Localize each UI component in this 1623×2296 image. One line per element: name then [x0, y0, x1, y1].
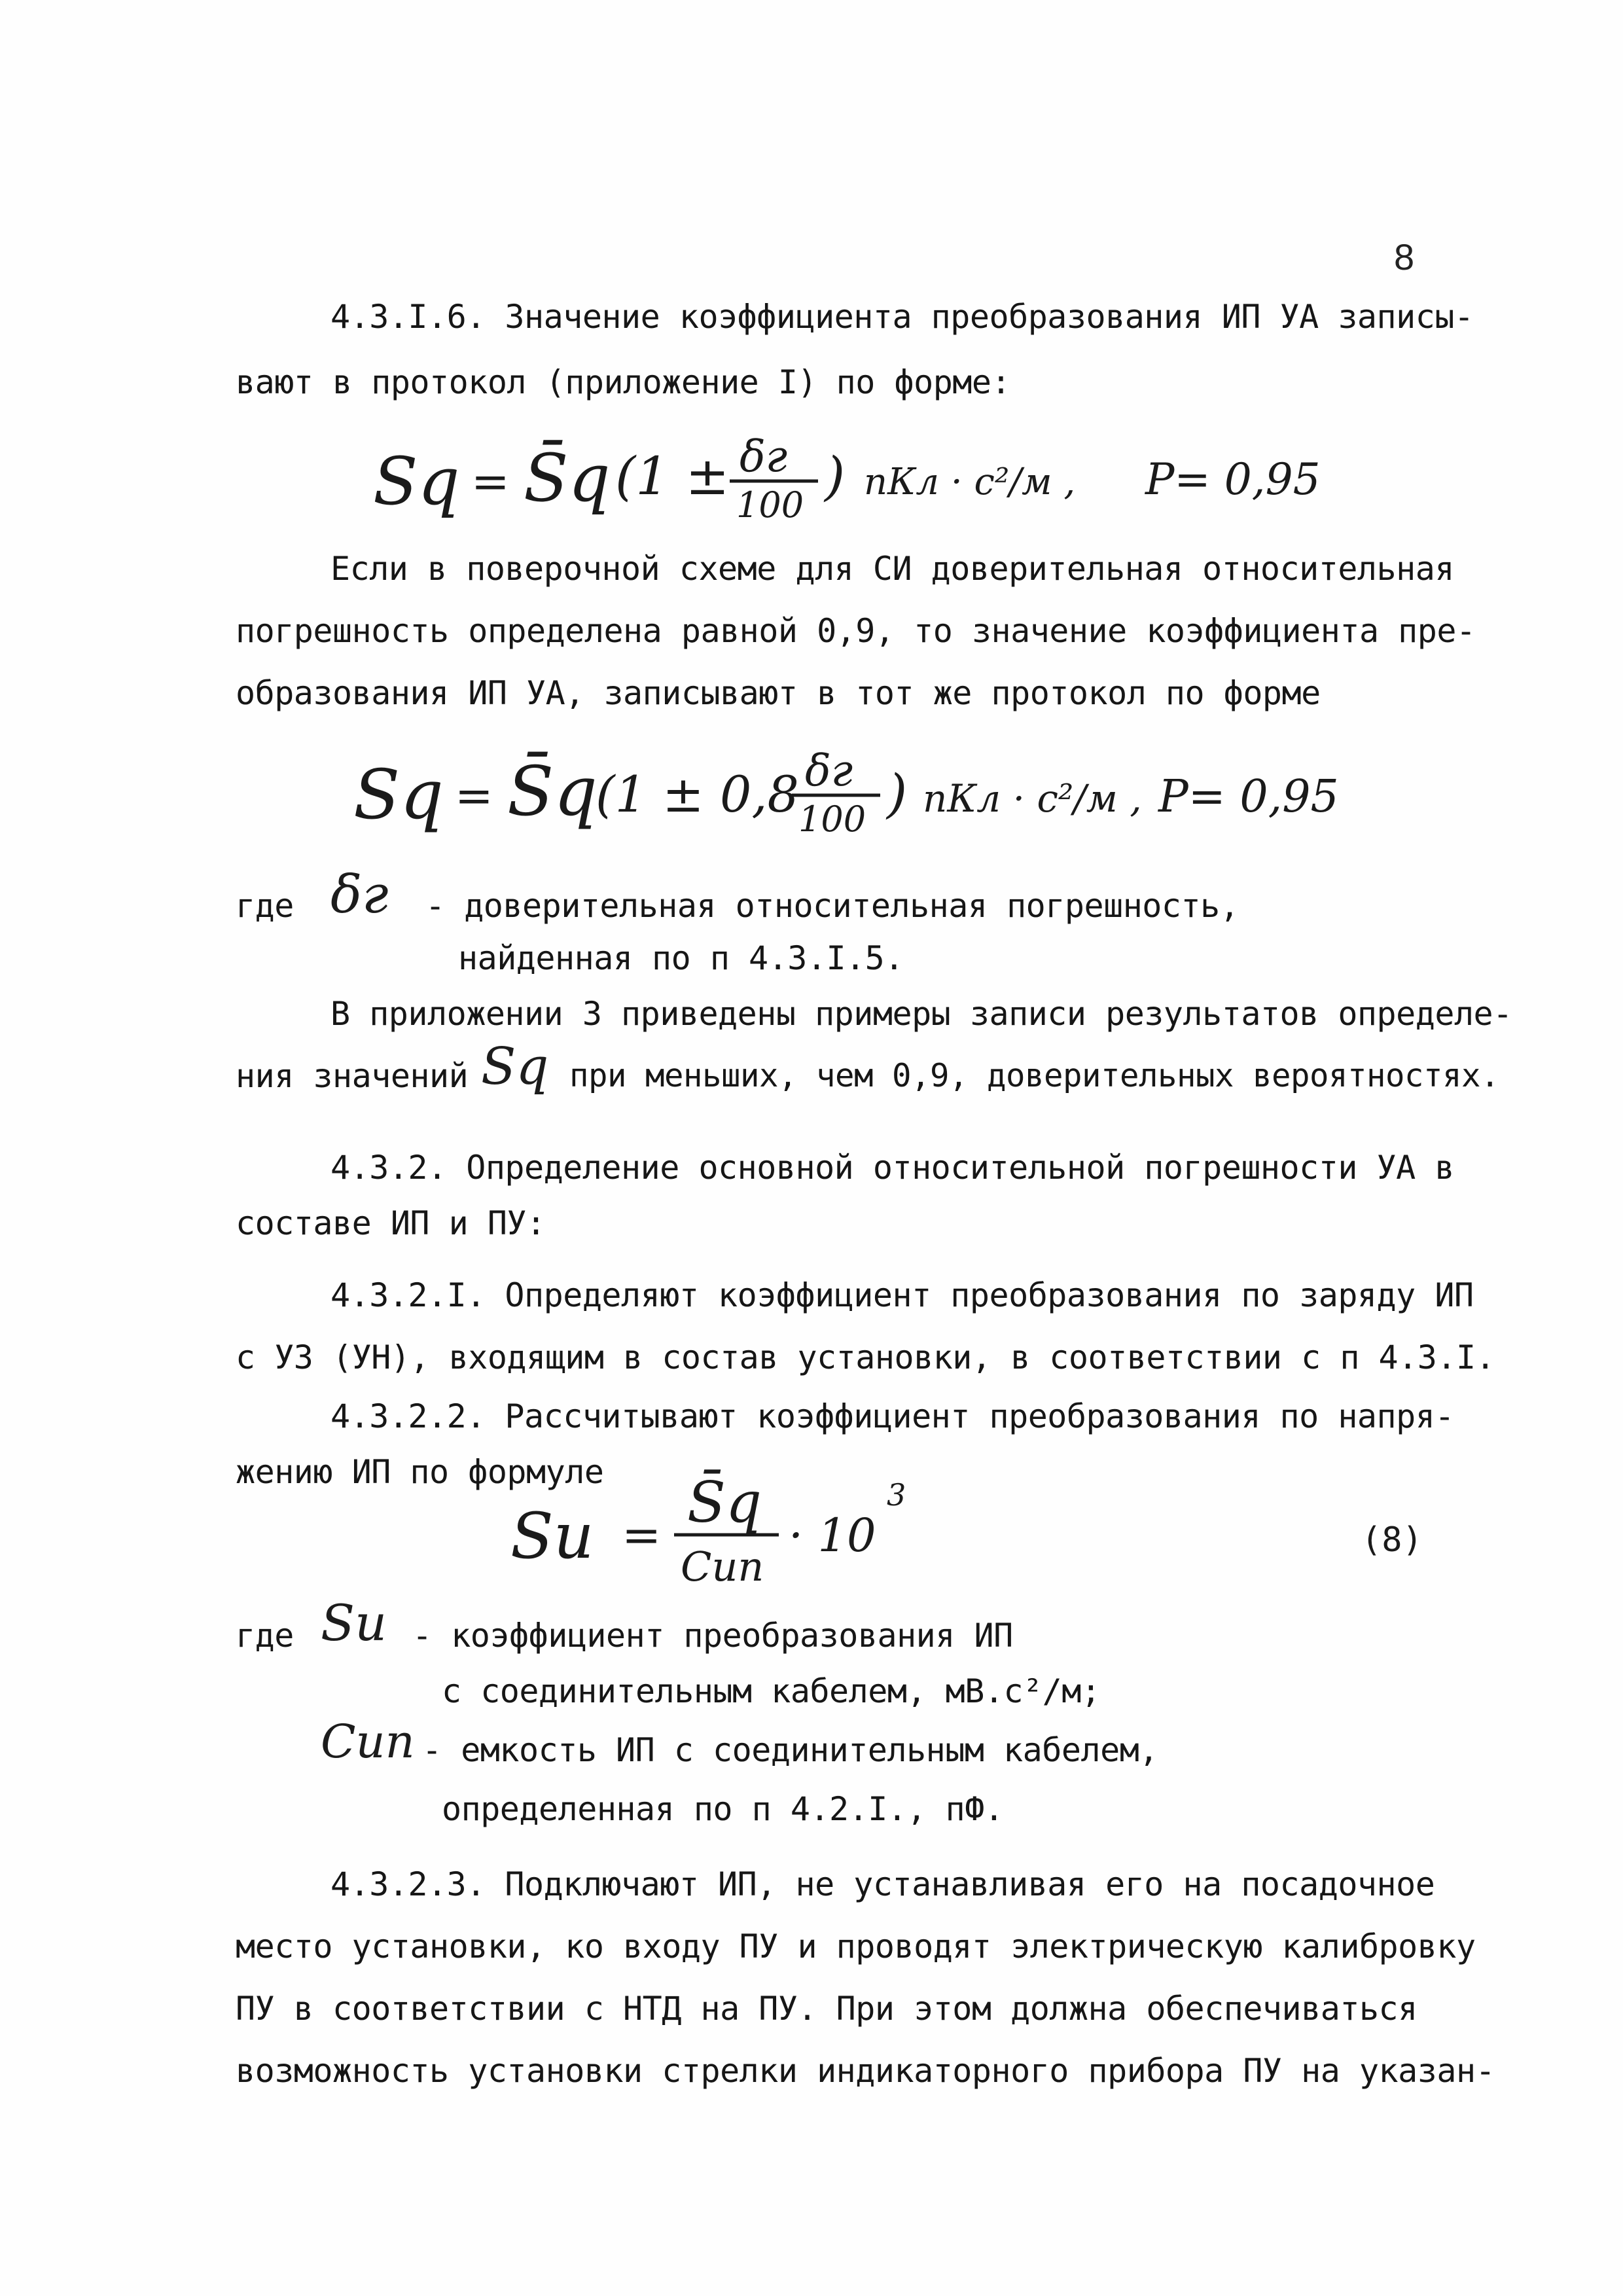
section-4322-line1: 4.3.2.2. Рассчитывают коэффициент преобразования по напря-	[330, 1397, 1454, 1435]
para-ci-line2: погрешность определена равной 0,9, то значение коэффициента пре-	[236, 612, 1476, 650]
formula-2-mean: S̄q	[507, 751, 597, 831]
formula-2-numerator: δг	[805, 745, 853, 796]
formula-3	[497, 1460, 1440, 1610]
formula-2-lhs: Sq	[353, 755, 444, 834]
formula-1-mean: S̄q	[524, 440, 611, 516]
where2-desc1-line1: - коэффициент преобразования ИП	[412, 1617, 1013, 1655]
section-432-line1: 4.3.2. Определение основной относительной погрешности УА в	[330, 1149, 1454, 1187]
formula-1	[366, 419, 1348, 550]
section-4323-line1: 4.3.2.3. Подключают ИП, не устанавливая его на посадочное	[330, 1865, 1435, 1903]
formula-2-denominator: 100	[798, 798, 866, 840]
appendix-line2-a: ния значений	[236, 1057, 469, 1095]
formula-1-denominator: 100	[736, 484, 804, 526]
formula-1-lhs: Sq	[373, 443, 460, 520]
formula-3-denominator: Сип	[681, 1543, 764, 1590]
section-4323-line3: ПУ в соответствии с НТД на ПУ. При этом должна обеспечиваться	[236, 1990, 1418, 2028]
formula-1-open: (1 ±	[615, 446, 730, 507]
where2-desc1-line2: с соединительным кабелем, мВ.с²/м;	[442, 1672, 1101, 1710]
where2-desc2-line1: - емкость ИП с соединительным кабелем,	[422, 1731, 1158, 1769]
formula-1-close: )	[825, 446, 846, 507]
formula-3-number: (8)	[1361, 1520, 1423, 1560]
formula-3-lhs: Sи	[510, 1499, 594, 1573]
formula-3-equals: =	[622, 1507, 662, 1562]
section-4323-line2: место установки, ко входу ПУ и проводят электрическую калибровку	[236, 1928, 1476, 1965]
formula-2-unit: пКл · с²/м ,	[923, 776, 1142, 821]
appendix-line2-b: при меньших, чем 0,9, доверительных вероятностях.	[569, 1057, 1500, 1094]
section-4316-line2: вают в протокол (приложение I) по форме:	[236, 363, 1011, 401]
section-4321-line1: 4.3.2.I. Определяют коэффициент преобразования по заряду ИП	[330, 1276, 1474, 1314]
page-number: 8	[1394, 236, 1415, 278]
section-4316-line1: 4.3.I.6. Значение коэффициента преобразования ИП УА записы-	[330, 298, 1474, 336]
where2-symbol-cip: Сип	[321, 1715, 415, 1768]
formula-1-equals: =	[471, 455, 510, 509]
where2-desc2-line2: определенная по п 4.2.I., пФ.	[442, 1790, 1004, 1828]
formula-1-p: P= 0,95	[1145, 454, 1321, 505]
appendix-symbol: Sq	[481, 1037, 549, 1096]
para-ci-line3: образования ИП УА, записывают в тот же протокол по форме	[236, 674, 1321, 712]
where2-symbol-si: Sи	[321, 1594, 387, 1652]
formula-3-exp: 3	[887, 1477, 906, 1513]
formula-2-equals: =	[455, 769, 493, 823]
formula-3-mult: · 10	[789, 1509, 876, 1562]
formula-2	[347, 726, 1394, 870]
formula-1-unit: пКл · с²/м ,	[864, 461, 1076, 503]
section-4323-line4: возможность установки стрелки индикаторного прибора ПУ на указан-	[236, 2052, 1495, 2090]
appendix-line1: В приложении 3 приведены примеры записи результатов определе-	[330, 995, 1512, 1033]
section-4322-line2: жению ИП по формуле	[236, 1453, 604, 1491]
formula-2-open: (1 ± 0,8	[596, 765, 799, 823]
section-432-line2: составе ИП и ПУ:	[236, 1204, 546, 1242]
formula-2-close: )	[887, 763, 908, 824]
section-4321-line2: с УЗ (УН), входящим в состав установки, в соответствии с п 4.3.I.	[236, 1338, 1495, 1376]
para-ci-line1: Если в поверочной схеме для СИ доверительная относительная	[330, 550, 1454, 588]
where2-gde: где	[236, 1617, 294, 1655]
where1-symbol: δг	[330, 864, 389, 925]
formula-3-numerator: S̄q	[687, 1470, 762, 1535]
where1-line2: найденная по п 4.3.I.5.	[458, 939, 904, 977]
where1-line1: - доверительная относительная погрешность,	[425, 887, 1240, 925]
formula-2-p: P= 0,95	[1158, 771, 1339, 823]
where1-gde: где	[236, 887, 294, 925]
formula-1-numerator: δг	[740, 431, 788, 482]
